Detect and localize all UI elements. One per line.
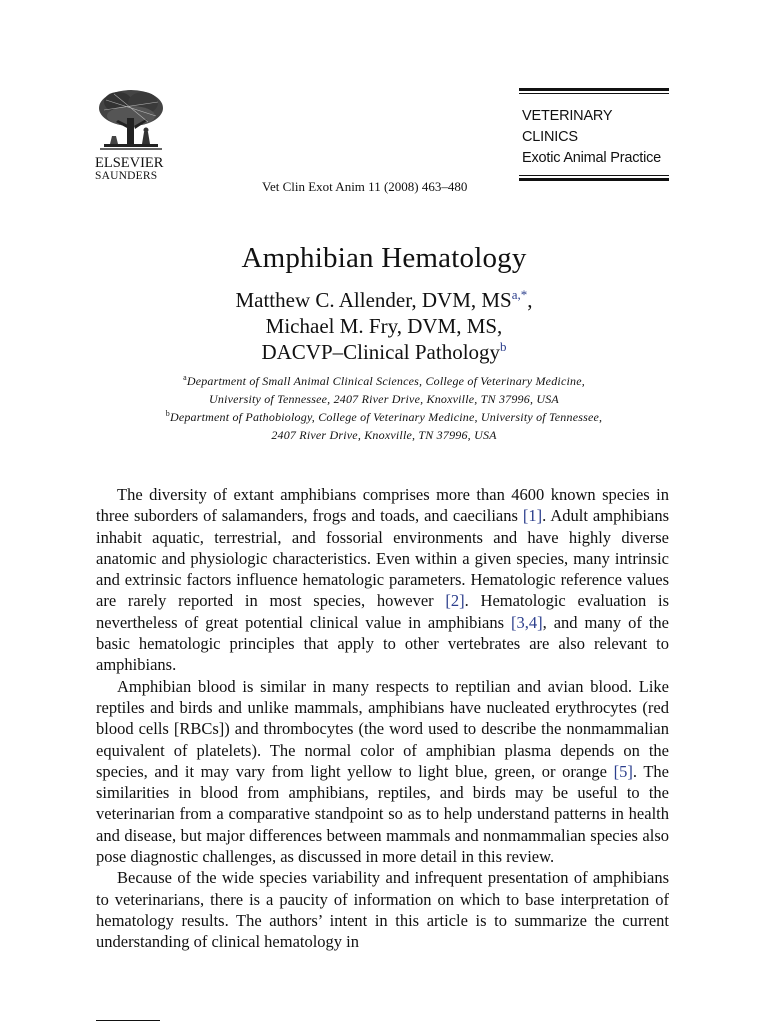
author-separator: , [527,288,533,312]
author-line [0,287,768,313]
affiliation-line [0,372,768,390]
paragraph-text: , and many of the basic hematologic principles that apply to other vertebrates are also relevant to amphibians. [96,612,669,675]
citation-link[interactable]: [1] [522,506,543,526]
author-name: Michael M. Fry, DVM, MS, [265,314,503,338]
paragraph-text: . Hematologic evaluation is nevertheless of great potential clinical value in amphibians [96,591,669,632]
publisher-imprint: SAUNDERS [95,170,158,182]
footnote-rule [96,1020,160,1021]
affiliation-label: b [165,409,170,418]
article-title: Amphibian Hematology [241,242,527,274]
affiliation-text: Department of Pathobiology, College of Veterinary Medicine, University of Tennessee, [169,410,603,424]
affiliation-text: University of Tennessee, 2407 River Drive, Knoxville, TN 37996, USA [209,392,559,406]
paragraph-1 [96,484,669,676]
masthead-rule [519,88,669,91]
affiliation-text: 2407 River Drive, Knoxville, TN 37996, USA [271,428,497,442]
affiliation-text: Department of Small Animal Clinical Sciences, College of Veterinary Medicine, [186,374,585,388]
paragraph-3: Because of the wide species variability and infrequent presentation of amphibians to veterinarians, there is a paucity of information on which to base interpretation of hematology results. The authors’ intent in this article is to summarize the current understanding of clinical hematology in [96,868,669,952]
journal-name-line: Exotic Animal Practice [522,150,662,166]
author-name: DACVP–Clinical Pathology [261,340,501,364]
publisher-name: ELSEVIER [95,155,164,171]
elsevier-tree-icon [96,88,166,154]
paragraph-text: Amphibian blood is similar in many respects to reptilian and avian blood. Like reptiles and birds and unlike mammals, amphibians have nucleated erythrocytes (red blood cells [RBCs]) and thrombocytes (the word used to describe the nonmammalian equivalent of platelets). The normal color of amphibian plasma depends on the species, and it may vary from light yellow to light blue, green, or orange [96,676,669,781]
masthead-rule [519,178,669,181]
affiliations [0,372,768,444]
journal-citation: Vet Clin Exot Anim 11 (2008) 463–480 [262,179,468,194]
citation-link[interactable]: [5] [613,761,633,781]
article-body [96,484,669,953]
paragraph-2 [96,676,669,868]
author-affiliation-mark[interactable]: a,* [511,287,528,302]
author-affiliation-mark[interactable]: b [500,339,507,354]
affiliation-line [0,408,768,426]
paragraph-text: . Adult amphibians inhabit aquatic, terrestrial, and fossorial environments and have highly diverse anatomic and physiologic characteristics. Even within a given species, many intrinsic and extrinsic factors influence hematologic parameters. Hematologic reference values are rarely reported in most species, however [96,506,669,611]
citation-link[interactable]: [2] [445,591,465,611]
journal-name-line: VETERINARY [522,108,613,124]
journal-name [519,94,669,175]
author-name: Matthew C. Allender, DVM, MS [235,288,512,312]
affiliation-label: a [183,373,187,382]
publisher-logo [95,88,171,182]
journal-masthead [519,88,669,181]
author-list [0,287,768,365]
paragraph-text: The diversity of extant amphibians comprises more than 4600 known species in three suborders of salamanders, frogs and toads, and caecilians [96,485,669,526]
author-line [0,339,768,365]
citation-link[interactable]: [3,4] [510,612,543,632]
masthead-rule [519,175,669,176]
journal-name-line: CLINICS [522,129,578,145]
paragraph-text: . The similarities in blood from amphibians, reptiles, and birds may be useful to the veterinarian from a comparative standpoint so as to help understand patterns in health and disease, but major differences between mammals and nonmammalian species also pose diagnostic challenges, as discussed in more detail in this review. [96,761,670,867]
